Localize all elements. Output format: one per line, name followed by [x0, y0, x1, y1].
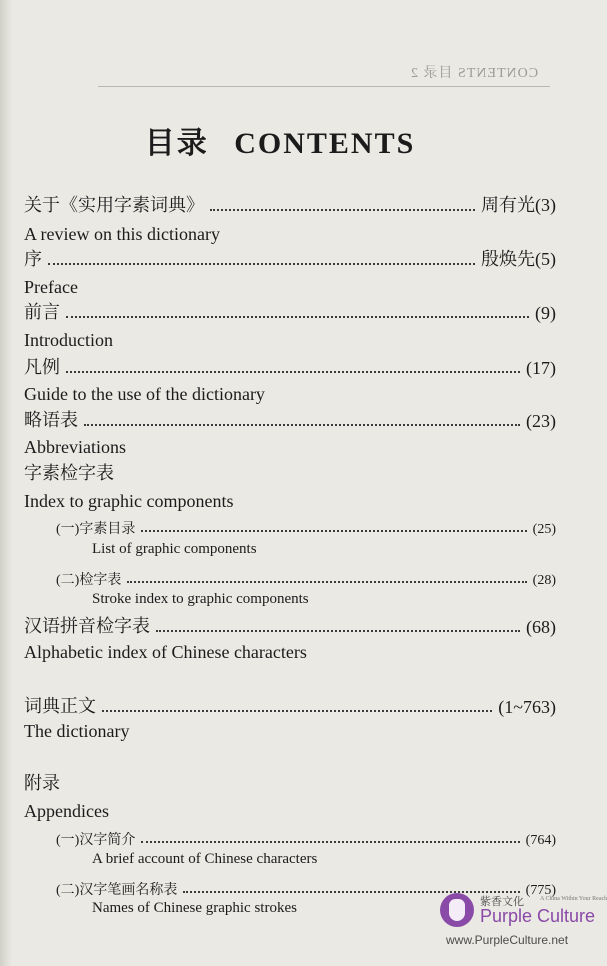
toc-entry-title: 附录 [24, 773, 60, 793]
dot-leader [210, 209, 475, 211]
toc-entry-title: 关于《实用字素词典》 [24, 195, 204, 215]
toc-entry-abbreviations[interactable] [24, 408, 556, 432]
toc-entry-introduction[interactable] [24, 300, 556, 324]
toc-entry-title: 字素检字表 [24, 463, 114, 483]
dot-leader [102, 710, 492, 712]
watermark-logo [440, 893, 607, 953]
toc-entry-title: 词典正文 [24, 696, 96, 716]
title-en: CONTENTS [234, 127, 416, 160]
watermark-url: www.PurpleCulture.net [446, 933, 569, 947]
toc-entry-en: Abbreviations [24, 437, 126, 457]
watermark-zh: 紫香文化 [480, 896, 524, 908]
toc-entry-en: Preface [24, 277, 78, 297]
toc-page-ref: (23) [526, 411, 556, 431]
watermark-tagline: A China Within Your Reach [540, 896, 607, 902]
toc-entry-en: A review on this dictionary [24, 224, 220, 244]
toc-entry-dictionary[interactable] [24, 694, 556, 718]
toc-entry-title: 汉语拼音检字表 [24, 616, 150, 636]
dot-leader [141, 841, 519, 843]
toc-page-ref: (775) [525, 883, 556, 898]
toc-entry-title: 序 [24, 249, 42, 269]
toc-page-ref: (17) [526, 358, 556, 378]
page-title [0, 118, 560, 162]
toc-page-ref: (1~763) [498, 697, 556, 717]
dot-leader [66, 316, 529, 318]
toc-entry-title: 凡例 [24, 357, 60, 377]
toc-page-ref: (28) [532, 573, 556, 588]
dot-leader [84, 424, 520, 426]
toc-entry-en: Appendices [24, 801, 109, 821]
toc-subentry-components-list[interactable] [56, 514, 556, 538]
watermark-brand: Purple Culture [480, 906, 596, 926]
toc-entry-appendices[interactable] [24, 771, 556, 795]
toc-entry-review[interactable] [24, 193, 556, 217]
toc-entry-guide[interactable] [24, 355, 556, 379]
toc-entry-en: Guide to the use of the dictionary [24, 384, 265, 404]
toc-entry-en: Alphabetic index of Chinese characters [24, 642, 307, 662]
dot-leader [156, 630, 520, 632]
toc-subentry-en: List of graphic components [92, 541, 257, 557]
dot-leader [66, 371, 520, 373]
toc-entry-preface[interactable] [24, 247, 556, 271]
toc-subentry-stroke-index[interactable] [56, 565, 556, 589]
toc-page-ref: 殷焕先(5) [481, 249, 556, 269]
purple-culture-logo-icon [440, 893, 474, 927]
dot-leader [141, 530, 526, 532]
toc-page-ref: (25) [532, 522, 556, 537]
toc-entry-title: (二)检字表 [56, 573, 122, 588]
toc-entry-en: Introduction [24, 330, 113, 350]
toc-entry-title: (一)汉字简介 [56, 833, 136, 848]
dot-leader [127, 581, 526, 583]
toc-subentry-en: Names of Chinese graphic strokes [92, 900, 297, 916]
toc-subentry-chinese-characters[interactable] [56, 825, 556, 849]
toc-page-ref: 周有光(3) [481, 195, 556, 215]
bleed-through-header: CONTENTS 目录 2 [409, 66, 538, 81]
toc-entry-en: The dictionary [24, 721, 130, 741]
toc-entry-title: (一)字素目录 [56, 522, 136, 537]
toc-subentry-en: A brief account of Chinese characters [92, 851, 318, 867]
toc-entry-en: Index to graphic components [24, 491, 234, 511]
toc-entry-graphic-index[interactable] [24, 461, 556, 485]
toc-page-ref: (9) [535, 303, 556, 323]
toc-entry-title: (二)汉字笔画名称表 [56, 883, 178, 898]
toc-entry-title: 略语表 [24, 410, 78, 430]
toc-subentry-en: Stroke index to graphic components [92, 591, 309, 607]
toc-page-ref: (764) [525, 833, 556, 848]
toc-page-ref: (68) [526, 617, 556, 637]
bleed-through-rule [98, 86, 550, 87]
title-zh: 目录 [144, 127, 209, 160]
toc-entry-title: 前言 [24, 302, 60, 322]
toc-entry-pinyin-index[interactable] [24, 614, 556, 638]
dot-leader [48, 263, 475, 265]
